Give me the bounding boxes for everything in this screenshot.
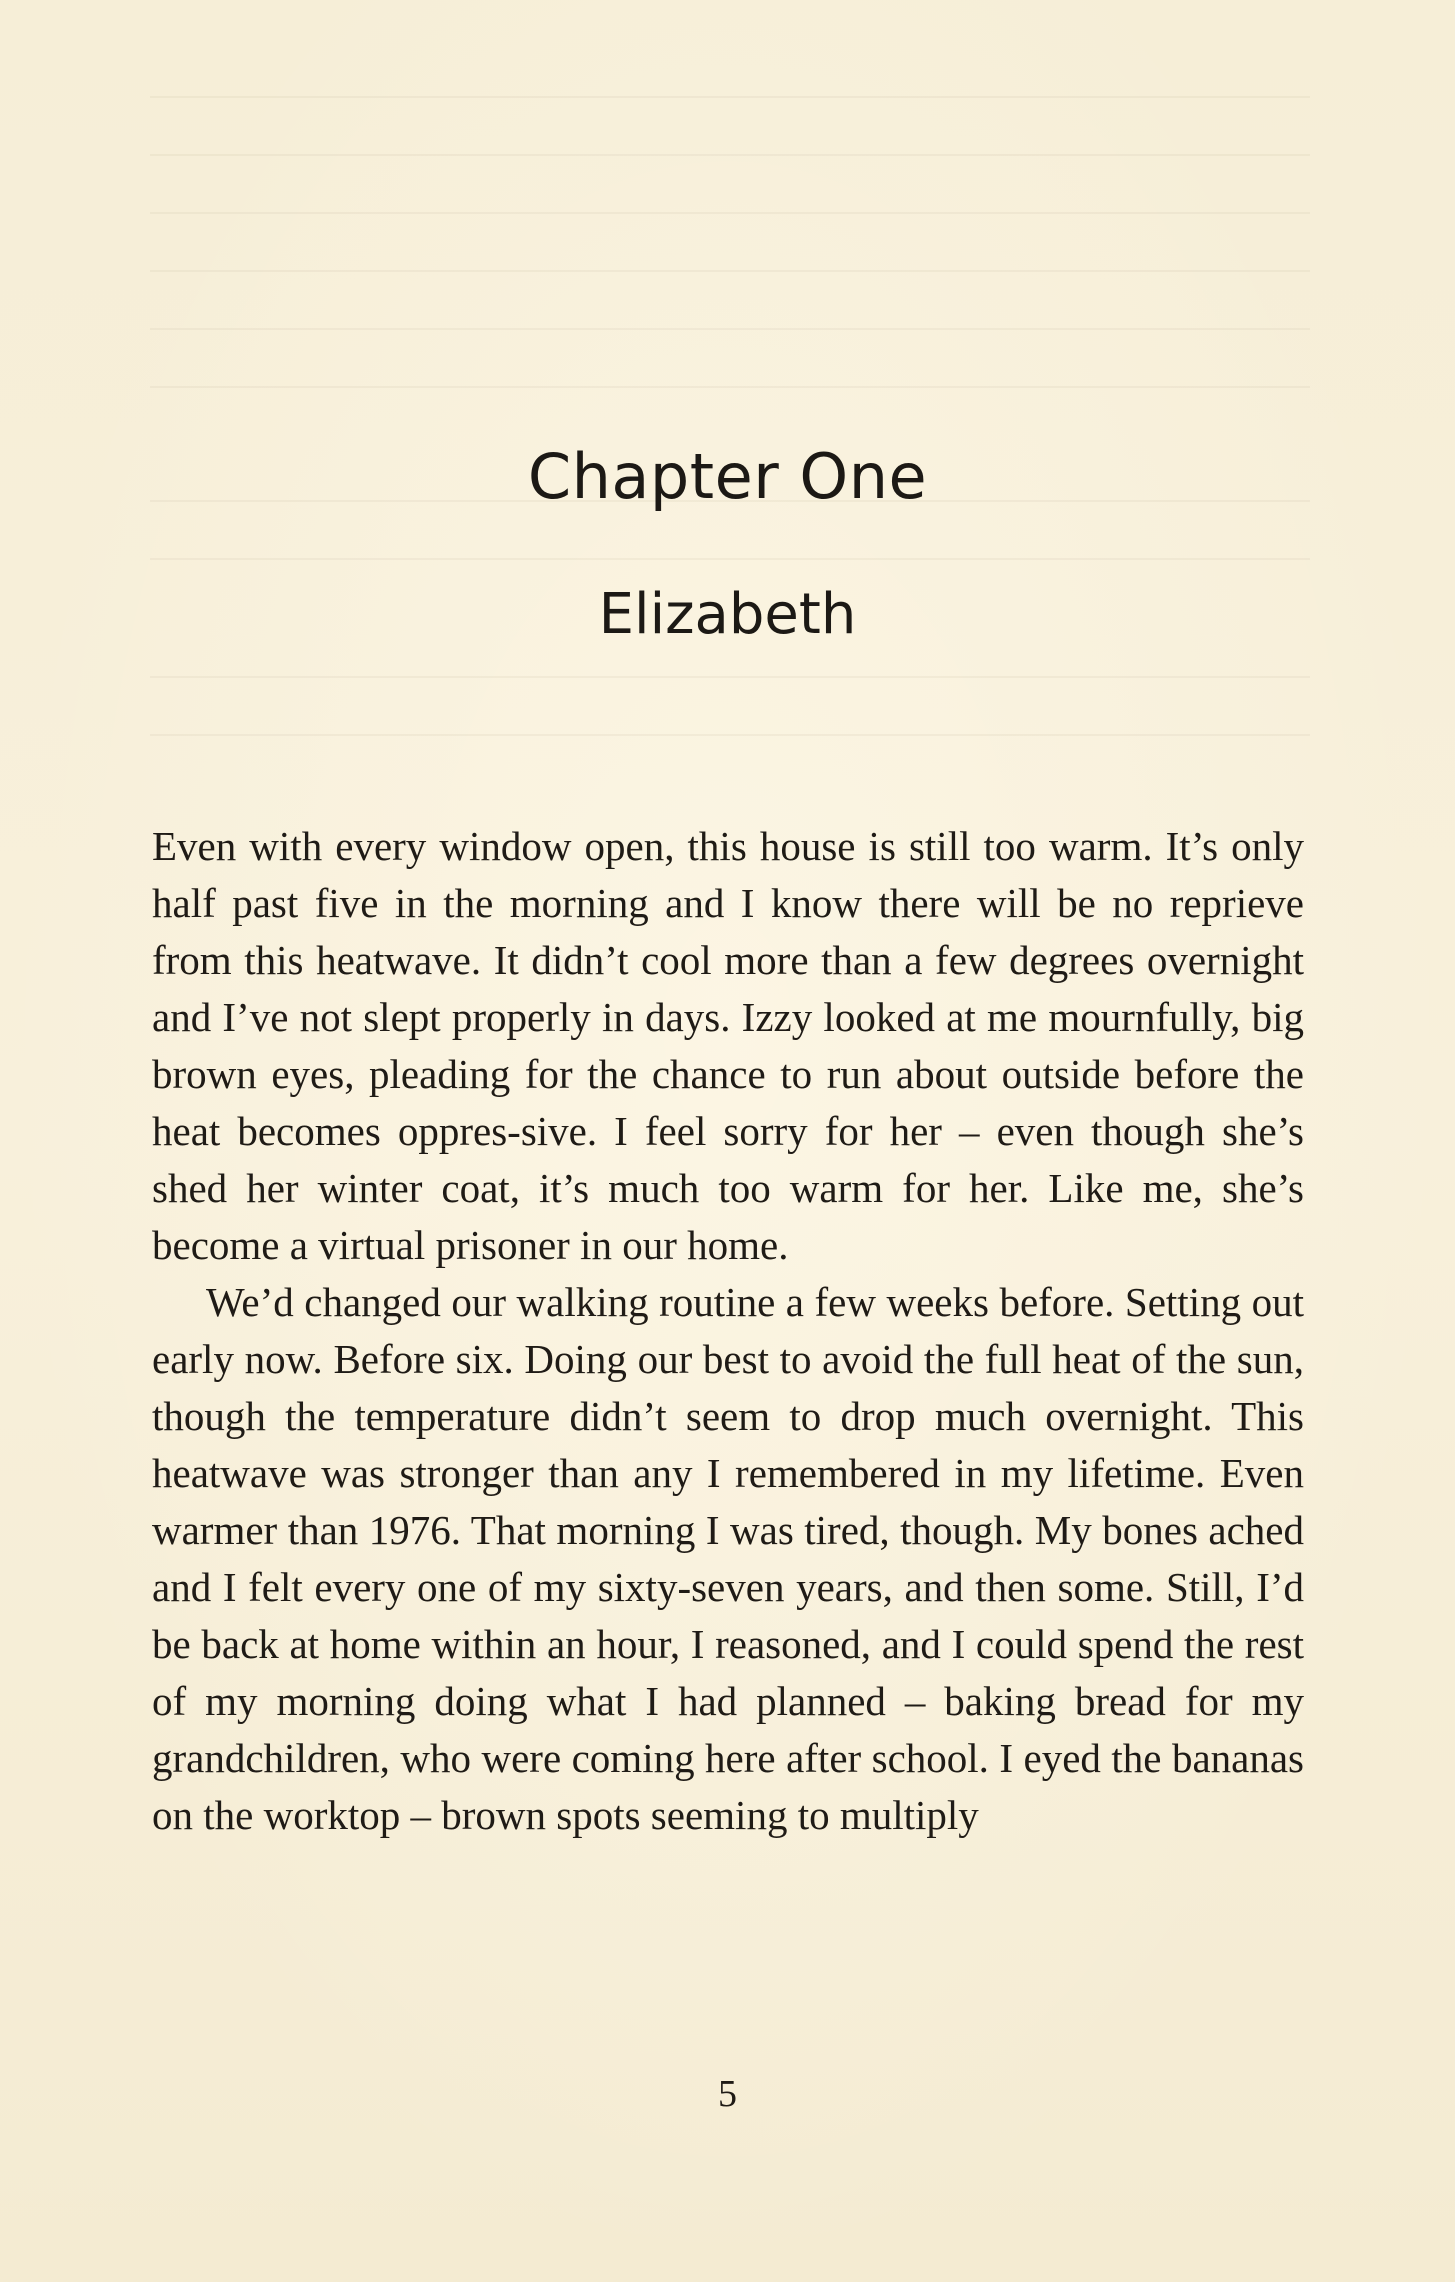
show-through-line [150, 154, 1310, 156]
show-through-line [150, 212, 1310, 214]
show-through-line [150, 734, 1310, 736]
show-through-line [150, 386, 1310, 388]
show-through-line [150, 96, 1310, 98]
chapter-title: Chapter One [527, 440, 928, 513]
show-through-line [150, 270, 1310, 272]
paragraph: Even with every window open, this house is still too warm. It’s only half past five in the morning and I know there will be no reprieve from this heatwave. It didn’t cool more than a few degrees overnight and I’ve not slept properly in days. Izzy looked at me mournfully, big brown eyes, pleading for the chance to run about outside before the heat becomes oppres-sive. I feel sorry for her – even though she’s shed her winter coat, it’s much too warm for her. Like me, she’s become a virtual prisoner in our home. [152, 823, 1304, 1268]
page-number: 5 [718, 2073, 737, 2115]
chapter-body [152, 818, 1304, 1844]
show-through-line [150, 558, 1310, 560]
show-through-line [150, 328, 1310, 330]
chapter-subtitle: Elizabeth [598, 582, 857, 647]
show-through-line [150, 676, 1310, 678]
paragraph: We’d changed our walking routine a few weeks before. Setting out early now. Before six. Doing our best to avoid the full heat of the sun, though the temperature didn’t seem to drop much overnight. This heatwave was stronger than any I remembered in my lifetime. Even warmer than 1976. That morning I was tired, though. My bones ached and I felt every one of my sixty-seven years, and then some. Still, I’d be back at home within an hour, I reasoned, and I could spend the rest of my morning doing what I had planned – baking bread for my grandchildren, who were coming here after school. I eyed the bananas on the worktop – brown spots seeming to multiply [152, 1279, 1304, 1838]
